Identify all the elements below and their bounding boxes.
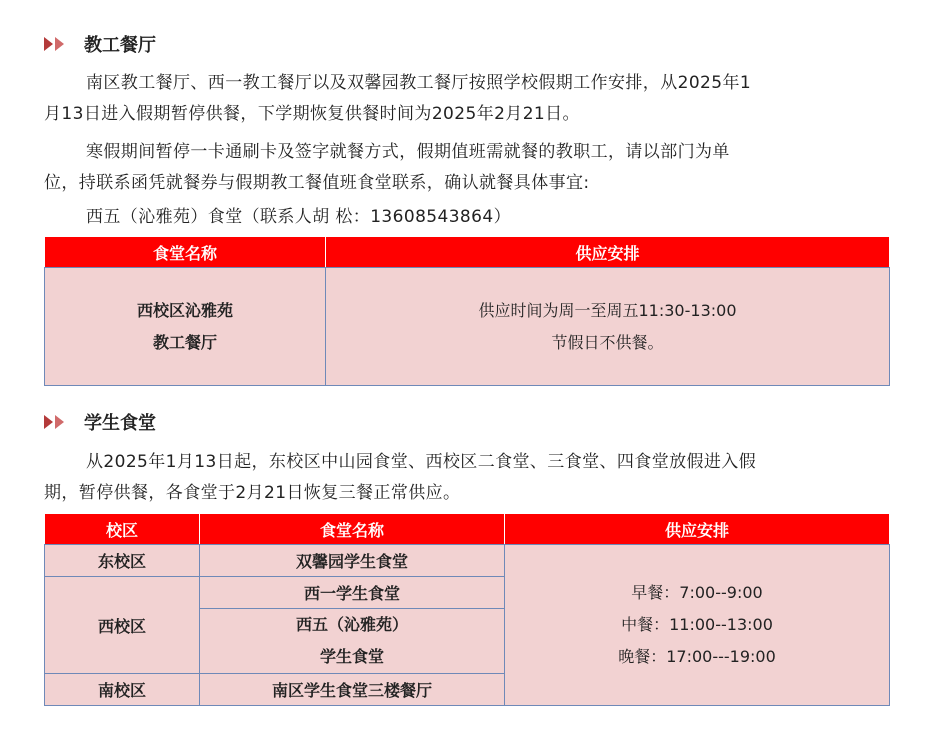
column-header: 校区 <box>45 514 200 545</box>
canteen-name-cell <box>200 609 505 674</box>
staff-dining-table <box>44 236 890 386</box>
text-line: 期，暂停供餐，各食堂于2月21日恢复三餐正常供应。 <box>44 483 461 503</box>
section-title: 教工餐厅 <box>84 35 156 56</box>
schedule-cell <box>505 545 890 706</box>
text-line: 从2025年1月13日起，东校区中山园食堂、西校区二食堂、三食堂、四食堂放假进入假 <box>86 452 757 472</box>
column-header: 供应安排 <box>326 237 890 268</box>
cell-text: 教工餐厅 <box>152 332 217 352</box>
text-line: 月13日进入假期暂停供餐，下学期恢复供餐时间为2025年2月21日。 <box>44 104 580 124</box>
text-line: 南区教工餐厅、西一教工餐厅以及双馨园教工餐厅按照学校假期工作安排，从2025年1 <box>86 73 752 93</box>
breakfast-time: 早餐：7:00--9:00 <box>631 583 763 602</box>
lunch-time: 中餐：11:00--13:00 <box>621 615 773 634</box>
column-header: 食堂名称 <box>45 237 326 268</box>
column-header: 食堂名称 <box>200 514 505 545</box>
cell-text: 西校区沁雅苑 <box>136 300 233 320</box>
canteen-name-cell: 西一学生食堂 <box>200 577 505 609</box>
schedule-cell <box>326 268 890 386</box>
paragraph-contact <box>44 202 890 233</box>
cell-text: 节假日不供餐。 <box>551 332 664 352</box>
text-line: 位，持联系函凭就餐券与假期教工餐值班食堂联系，确认就餐具体事宜: <box>44 173 590 193</box>
arrow-icon <box>44 415 53 429</box>
section-header-student-canteen <box>44 409 156 435</box>
campus-cell: 南校区 <box>45 674 200 706</box>
column-header: 供应安排 <box>505 514 890 545</box>
canteen-name-cell: 南区学生食堂三楼餐厅 <box>200 674 505 706</box>
student-canteen-table <box>44 513 890 706</box>
text-line: 寒假期间暂停一卡通刷卡及签字就餐方式，假期值班需就餐的教职工，请以部门为单 <box>86 142 730 162</box>
paragraph-holiday-meal-procedure <box>44 137 890 199</box>
cell-text: 供应时间为周一至周五11:30-13:00 <box>478 300 737 320</box>
arrow-icon <box>44 37 53 51</box>
cell-text: 学生食堂 <box>319 647 384 666</box>
arrow-icon <box>55 415 64 429</box>
campus-cell: 西校区 <box>45 577 200 674</box>
table-row <box>45 545 890 577</box>
table-row <box>45 268 890 386</box>
section-title: 学生食堂 <box>84 413 156 434</box>
dinner-time: 晚餐：17:00---19:00 <box>618 647 776 666</box>
canteen-name-cell <box>45 268 326 386</box>
arrow-icon <box>55 37 64 51</box>
cell-text: 西五（沁雅苑） <box>295 615 408 634</box>
table-header-row <box>45 514 890 545</box>
campus-cell: 东校区 <box>45 545 200 577</box>
table-header-row <box>45 237 890 268</box>
contact-text: 西五（沁雅苑）食堂（联系人胡 松：13608543864） <box>86 207 511 227</box>
canteen-name-cell: 双馨园学生食堂 <box>200 545 505 577</box>
section-header-staff-dining <box>44 31 156 57</box>
paragraph-staff-dining-closure <box>44 68 890 130</box>
paragraph-student-canteen-closure <box>44 447 890 509</box>
